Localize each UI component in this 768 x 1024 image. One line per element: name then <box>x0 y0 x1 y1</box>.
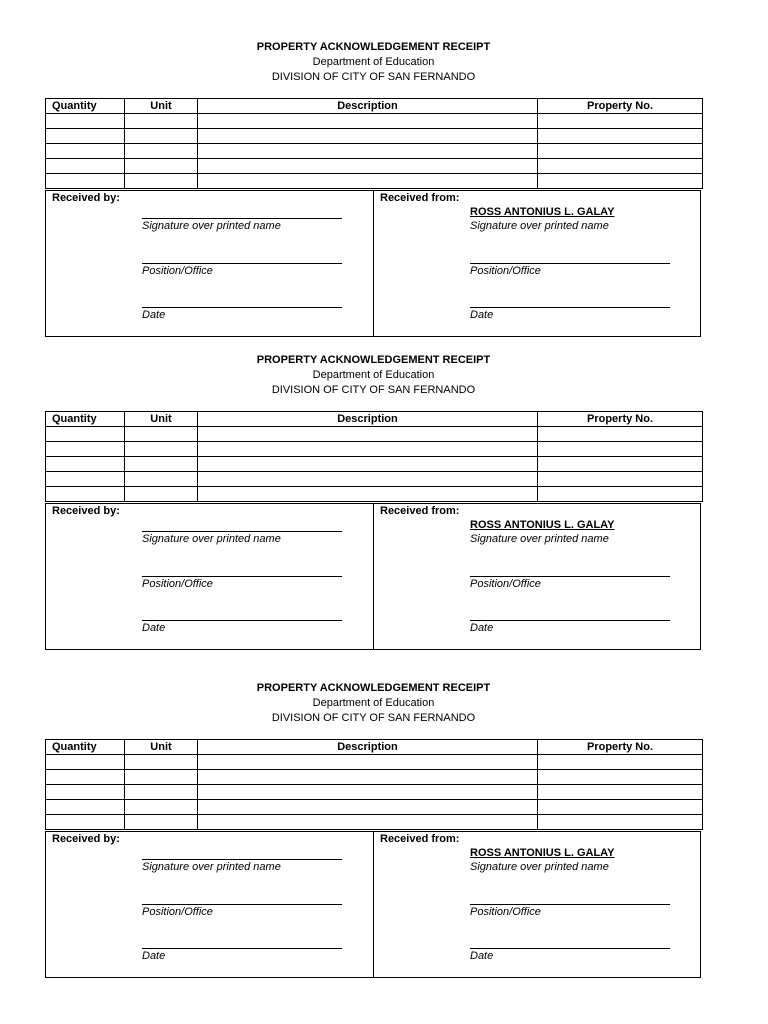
received-from-name: ROSS ANTONIUS L. GALAY <box>470 206 615 218</box>
col-unit: Unit <box>125 99 198 114</box>
position-caption: Position/Office <box>142 578 213 590</box>
col-description: Description <box>198 740 538 755</box>
receipt-header <box>45 681 702 726</box>
position-line[interactable] <box>470 250 670 264</box>
col-description: Description <box>198 99 538 114</box>
table-header-row <box>46 99 703 114</box>
quantity-cell[interactable] <box>46 114 125 129</box>
date-caption: Date <box>142 950 166 962</box>
property-no-cell[interactable] <box>538 472 703 487</box>
receipt-title: PROPERTY ACKNOWLEDGEMENT RECEIPT <box>256 354 491 366</box>
unit-cell[interactable] <box>125 159 198 174</box>
table-header-row <box>46 740 703 755</box>
division-name: DIVISION OF CITY OF SAN FERNANDO <box>271 71 476 83</box>
position-line[interactable] <box>142 563 342 577</box>
received-from-name: ROSS ANTONIUS L. GALAY <box>470 847 615 859</box>
col-description: Description <box>198 412 538 427</box>
items-table <box>45 98 703 189</box>
table-row <box>46 159 703 174</box>
quantity-cell[interactable] <box>46 472 125 487</box>
signature-section <box>45 190 701 337</box>
unit-cell[interactable] <box>125 427 198 442</box>
table-row <box>46 457 703 472</box>
unit-cell[interactable] <box>125 457 198 472</box>
date-caption: Date <box>470 950 494 962</box>
quantity-cell[interactable] <box>46 442 125 457</box>
position-line[interactable] <box>142 250 342 264</box>
description-cell[interactable] <box>198 472 538 487</box>
position-caption: Position/Office <box>142 906 213 918</box>
receipt-title: PROPERTY ACKNOWLEDGEMENT RECEIPT <box>256 682 491 694</box>
date-caption: Date <box>470 309 494 321</box>
description-cell[interactable] <box>198 487 538 502</box>
receipt-title: PROPERTY ACKNOWLEDGEMENT RECEIPT <box>256 41 491 53</box>
items-table <box>45 739 703 830</box>
received-by-panel <box>46 191 373 336</box>
items-table <box>45 411 703 502</box>
col-quantity: Quantity <box>46 740 125 755</box>
receipt-header <box>45 353 702 398</box>
division-name: DIVISION OF CITY OF SAN FERNANDO <box>271 384 476 396</box>
date-caption: Date <box>470 622 494 634</box>
unit-cell[interactable] <box>125 800 198 815</box>
quantity-cell[interactable] <box>46 144 125 159</box>
property-no-cell[interactable] <box>538 114 703 129</box>
received-by-label: Received by: <box>52 192 120 204</box>
property-no-cell[interactable] <box>538 144 703 159</box>
receipt-header <box>45 40 702 85</box>
col-property-no: Property No. <box>538 99 703 114</box>
position-caption: Position/Office <box>470 906 541 918</box>
description-cell[interactable] <box>198 457 538 472</box>
description-cell[interactable] <box>198 114 538 129</box>
unit-cell[interactable] <box>125 114 198 129</box>
unit-cell[interactable] <box>125 755 198 770</box>
position-caption: Position/Office <box>142 265 213 277</box>
unit-cell[interactable] <box>125 129 198 144</box>
position-line[interactable] <box>470 891 670 905</box>
col-unit: Unit <box>125 412 198 427</box>
description-cell[interactable] <box>198 159 538 174</box>
col-quantity: Quantity <box>46 99 125 114</box>
table-row <box>46 129 703 144</box>
property-no-cell[interactable] <box>538 815 703 830</box>
table-row <box>46 442 703 457</box>
signature-caption: Signature over printed name <box>470 533 609 545</box>
quantity-cell[interactable] <box>46 487 125 502</box>
col-unit: Unit <box>125 740 198 755</box>
unit-cell[interactable] <box>125 174 198 189</box>
description-cell[interactable] <box>198 144 538 159</box>
unit-cell[interactable] <box>125 770 198 785</box>
quantity-cell[interactable] <box>46 770 125 785</box>
table-row <box>46 755 703 770</box>
property-no-cell[interactable] <box>538 770 703 785</box>
received-from-label: Received from: <box>380 192 460 204</box>
col-quantity: Quantity <box>46 412 125 427</box>
table-row <box>46 472 703 487</box>
description-cell[interactable] <box>198 427 538 442</box>
department-name: Department of Education <box>312 369 435 381</box>
position-caption: Position/Office <box>470 265 541 277</box>
date-line[interactable] <box>470 607 670 621</box>
received-from-label: Received from: <box>380 505 460 517</box>
received-from-name: ROSS ANTONIUS L. GALAY <box>470 519 615 531</box>
table-row <box>46 114 703 129</box>
date-line[interactable] <box>142 294 342 308</box>
property-no-cell[interactable] <box>538 755 703 770</box>
unit-cell[interactable] <box>125 815 198 830</box>
property-no-cell[interactable] <box>538 785 703 800</box>
quantity-cell[interactable] <box>46 174 125 189</box>
received-by-panel <box>46 504 373 649</box>
property-no-cell[interactable] <box>538 427 703 442</box>
signature-line[interactable] <box>142 518 342 532</box>
department-name: Department of Education <box>312 56 435 68</box>
col-property-no: Property No. <box>538 740 703 755</box>
date-caption: Date <box>142 622 166 634</box>
property-no-cell[interactable] <box>538 159 703 174</box>
property-no-cell[interactable] <box>538 487 703 502</box>
signature-caption: Signature over printed name <box>142 533 281 545</box>
description-cell[interactable] <box>198 785 538 800</box>
division-name: DIVISION OF CITY OF SAN FERNANDO <box>271 712 476 724</box>
description-cell[interactable] <box>198 174 538 189</box>
unit-cell[interactable] <box>125 487 198 502</box>
property-no-cell[interactable] <box>538 129 703 144</box>
unit-cell[interactable] <box>125 472 198 487</box>
position-caption: Position/Office <box>470 578 541 590</box>
table-row <box>46 174 703 189</box>
table-row <box>46 487 703 502</box>
signature-caption: Signature over printed name <box>470 861 609 873</box>
date-caption: Date <box>142 309 166 321</box>
position-line[interactable] <box>142 891 342 905</box>
unit-cell[interactable] <box>125 144 198 159</box>
unit-cell[interactable] <box>125 785 198 800</box>
quantity-cell[interactable] <box>46 129 125 144</box>
quantity-cell[interactable] <box>46 800 125 815</box>
description-cell[interactable] <box>198 770 538 785</box>
signature-section <box>45 503 701 650</box>
date-line[interactable] <box>142 935 342 949</box>
received-from-panel <box>374 191 701 336</box>
department-name: Department of Education <box>312 697 435 709</box>
received-from-label: Received from: <box>380 833 460 845</box>
property-no-cell[interactable] <box>538 174 703 189</box>
description-cell[interactable] <box>198 442 538 457</box>
signature-line[interactable] <box>142 846 342 860</box>
table-row <box>46 144 703 159</box>
quantity-cell[interactable] <box>46 815 125 830</box>
date-line[interactable] <box>470 294 670 308</box>
received-by-label: Received by: <box>52 833 120 845</box>
unit-cell[interactable] <box>125 442 198 457</box>
received-by-panel <box>46 832 373 977</box>
quantity-cell[interactable] <box>46 427 125 442</box>
property-no-cell[interactable] <box>538 442 703 457</box>
date-line[interactable] <box>470 935 670 949</box>
signature-caption: Signature over printed name <box>470 220 609 232</box>
table-header-row <box>46 412 703 427</box>
date-line[interactable] <box>142 607 342 621</box>
table-row <box>46 427 703 442</box>
signature-section <box>45 831 701 978</box>
description-cell[interactable] <box>198 800 538 815</box>
property-no-cell[interactable] <box>538 800 703 815</box>
signature-caption: Signature over printed name <box>142 220 281 232</box>
property-no-cell[interactable] <box>538 457 703 472</box>
quantity-cell[interactable] <box>46 159 125 174</box>
quantity-cell[interactable] <box>46 755 125 770</box>
position-line[interactable] <box>470 563 670 577</box>
signature-line[interactable] <box>142 205 342 219</box>
quantity-cell[interactable] <box>46 785 125 800</box>
received-by-label: Received by: <box>52 505 120 517</box>
description-cell[interactable] <box>198 815 538 830</box>
table-row <box>46 785 703 800</box>
description-cell[interactable] <box>198 755 538 770</box>
table-row <box>46 770 703 785</box>
table-row <box>46 800 703 815</box>
col-property-no: Property No. <box>538 412 703 427</box>
description-cell[interactable] <box>198 129 538 144</box>
signature-caption: Signature over printed name <box>142 861 281 873</box>
quantity-cell[interactable] <box>46 457 125 472</box>
table-row <box>46 815 703 830</box>
received-from-panel <box>374 504 701 649</box>
received-from-panel <box>374 832 701 977</box>
